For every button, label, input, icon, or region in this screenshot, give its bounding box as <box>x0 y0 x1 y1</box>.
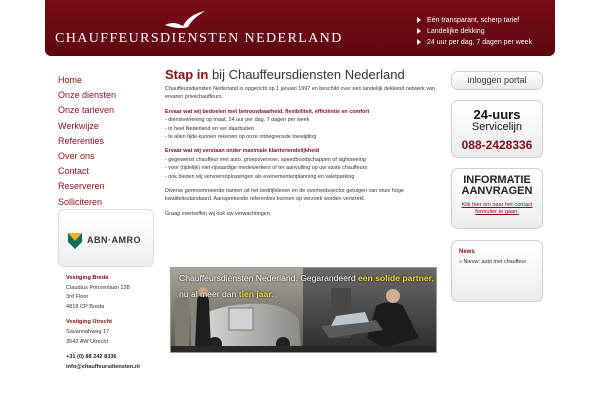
abn-shield-icon <box>67 232 83 250</box>
contact-form-link[interactable]: Klik hier om naar het contact formulier te gaan. <box>461 202 533 215</box>
feature-item: Landelijke dekking <box>417 26 532 37</box>
service-title: 24-uurs <box>473 107 521 122</box>
info-request-box[interactable] <box>451 168 543 229</box>
login-portal-label: inloggen portal <box>467 75 527 85</box>
nav-item-referenties[interactable]: Referenties <box>58 135 105 146</box>
nav-item-contact[interactable]: Contact <box>58 166 90 177</box>
utrecht-line: 3542 AW Utrecht <box>66 338 109 345</box>
news-box <box>451 240 543 302</box>
page-title: Stap in bij Chauffeursdiensten Nederland <box>165 67 405 82</box>
news-title: News <box>459 249 475 255</box>
utrecht-line: Savannahweg 17 <box>66 328 110 335</box>
arrow-icon <box>417 39 421 45</box>
photo-caption-line2: nu al meer dan tien jaar. <box>179 289 274 299</box>
service-phone: 088-2428336 <box>461 138 533 152</box>
info-title: INFORMATIE <box>463 174 531 186</box>
list-item: - te allen tijde kunnen rekenen op onze onbegrensde toewijding <box>165 134 317 141</box>
photo-caption-line1: Chauffeursdiensten Nederland. Gegarandeerd een solide partner, <box>179 273 434 283</box>
feature-item: 24 uur per dag, 7 dagen per week <box>417 37 532 48</box>
arrow-icon <box>417 17 421 23</box>
brand-name: CHAUFFEURSDIENSTEN NEDERLAND <box>55 31 343 46</box>
breda-line: 3rd Floor <box>66 294 89 301</box>
login-portal-button[interactable] <box>451 71 543 90</box>
feature-item: Eén transparant, scherp tarief <box>417 15 532 26</box>
list-item: - gegewenst chauffeur met auto, groepsvervoer, speedboodschappen of sightseeing <box>165 156 366 163</box>
main-nav <box>58 73 116 210</box>
outro-text: Diverse gerenommeerde namen uit het bedrijfsleven en de overheidssector getuigen van onze hoge kwaliteitsstandaard. Aansprekende referenties kunnen op verzoek worden verstrekt. <box>165 188 404 203</box>
breda-title: Vestiging Breda <box>66 275 109 281</box>
hero-photo <box>170 267 437 353</box>
nav-item-onze-diensten[interactable]: Onze diensten <box>58 90 117 101</box>
breda-line: 4818 CP Breda <box>66 303 105 310</box>
bird-logo-icon <box>163 8 207 30</box>
service-subtitle: Servicelijn <box>471 121 523 133</box>
section-heading: Ervaar wat wij bedoelen met betrouwbaarheid, flexibiliteit, efficiëntie en comfort <box>165 108 370 115</box>
arrow-icon <box>417 28 421 34</box>
email-link[interactable]: info@chauffeursdiensten.nl <box>66 363 140 370</box>
list-item: - dienstverlening op maat, 24 uur per dag, 7 dagen per week <box>165 117 310 124</box>
nav-item-onze-tarieven[interactable]: Onze tarieven <box>58 105 115 116</box>
service-line-box <box>451 100 543 158</box>
phone-number: +31 (0) 88 242 8336 <box>66 354 117 361</box>
nav-item-werkwijze[interactable]: Werkwijze <box>58 120 99 131</box>
closing-text: Graag overtreffen wij ook uw verwachtingen. <box>165 210 272 217</box>
list-item: - in heel Nederland en ver daarbuiten <box>165 125 255 132</box>
abn-amro-banner[interactable] <box>58 209 154 267</box>
intro-text: Chauffeursdiensten Nederland is opgericht op 1 januari 1997 en beschikt over een landelijk dekkend netwerk van ervaren privéchauffeurs. <box>165 86 435 101</box>
section-heading: Ervaar wat wij verstaan onder maximale klantvriendelijkheid <box>165 148 319 155</box>
nav-item-solliciteren[interactable]: Solliciteren <box>58 196 103 207</box>
nav-item-home[interactable]: Home <box>58 75 83 85</box>
news-item[interactable]: » Nieuw: auto met chauffeur <box>459 259 527 265</box>
address-block <box>66 274 140 372</box>
nav-item-reserveren[interactable]: Reserveren <box>58 181 105 192</box>
abn-amro-label: ABN·AMRO <box>87 235 141 245</box>
main-content <box>165 67 440 218</box>
breda-line: Claudius Prinsenlaan 128 <box>66 284 130 291</box>
nav-item-over-ons[interactable]: Over ons <box>58 151 95 162</box>
site-header <box>45 0 555 56</box>
info-title-2: AANVRAGEN <box>461 185 533 197</box>
feature-list <box>417 15 532 48</box>
utrecht-title: Vestiging Utrecht <box>66 319 113 326</box>
list-item: - voor (tijdelijk) niet-rijvaardige medewerkers of ter aanvulling op uw vaste chauffeurs <box>165 165 368 172</box>
list-item: - ook bieden wij vervoersoplossingen als evenementenplanning en valetparking <box>165 173 355 180</box>
